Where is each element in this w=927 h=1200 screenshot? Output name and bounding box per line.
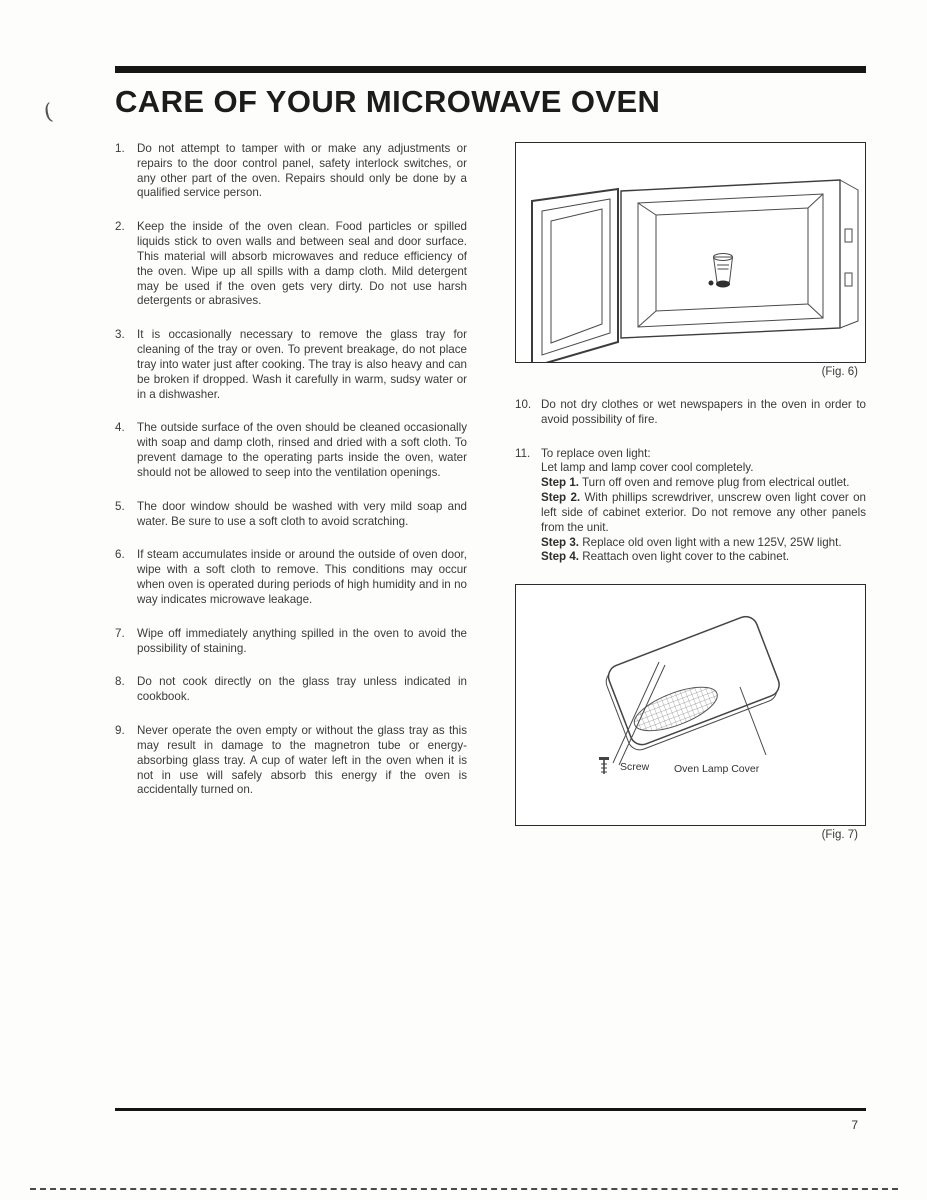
step-text: Reattach oven light cover to the cabinet. <box>582 550 790 564</box>
step-label: Step 3. <box>541 535 580 549</box>
item-number: 3. <box>115 328 125 342</box>
list-item <box>515 447 866 566</box>
item-number: 9. <box>115 724 125 738</box>
step-label: Step 1. <box>541 476 580 490</box>
item-number: 2. <box>115 220 125 234</box>
step-label: Step 2. <box>541 491 581 505</box>
item-text: Do not attempt to tamper with or make any adjustments or repairs to the door control panel, safety interlock switches, or any other part of the oven. Repairs should only be done by a qualified service person. <box>137 142 467 200</box>
page-title: CARE OF YOUR MICROWAVE OVEN <box>115 84 661 119</box>
list-item <box>115 724 467 798</box>
screw-label: Screw <box>620 761 650 774</box>
screw-icon <box>599 757 609 774</box>
step-line <box>541 476 866 491</box>
item-text <box>541 447 866 566</box>
left-column <box>115 142 467 841</box>
latch-slot-top <box>845 229 852 242</box>
figure-6-caption: (Fig. 6) <box>821 366 858 378</box>
step-text: With phillips screwdriver, unscrew oven light cover on left side of cabinet exterior. Do not remove any other panels from the unit. <box>541 491 866 534</box>
item-text: Do not dry clothes or wet newspapers in the oven in order to avoid possibility of fire. <box>541 398 866 426</box>
item-number: 7. <box>115 626 125 640</box>
list-item <box>115 220 467 309</box>
right-column <box>515 142 866 841</box>
item-text: Do not cook directly on the glass tray unless indicated in cookbook. <box>137 675 467 704</box>
list-item <box>115 548 467 607</box>
step-text: Replace old oven light with a new 125V, 25W light. <box>582 535 842 549</box>
item-number: 1. <box>115 142 125 155</box>
item-text: Wipe off immediately anything spilled in the oven to avoid the possibility of staining. <box>137 626 467 655</box>
bottom-rule <box>115 1108 866 1111</box>
oven-lamp-cover-label: Oven Lamp Cover <box>674 763 760 776</box>
list-item <box>115 142 467 201</box>
lamp-cover-shape <box>601 613 784 753</box>
figure-7 <box>515 584 866 841</box>
cavity-frame <box>638 194 823 327</box>
item-text: The outside surface of the oven should be cleaned occasionally with soap and damp cloth, rinsed and dried with a soft cloth. To prevent damage to the operating parts inside the oven, water should not be allowed to seep into the ventilation openings. <box>137 421 467 479</box>
figure-7-frame <box>515 584 866 826</box>
item-text: The door window should be washed with very mild soap and water. Be sure to use a soft cloth to avoid scratching. <box>137 499 467 528</box>
item-number: 8. <box>115 675 125 689</box>
list-item <box>115 500 467 530</box>
handwritten-mark: ( <box>41 99 55 126</box>
list-item <box>115 328 467 402</box>
list-item <box>115 627 467 657</box>
step-line <box>541 536 866 551</box>
item-number: 10. <box>515 398 532 411</box>
item11-line1: Let lamp and lamp cover cool completely. <box>541 461 754 475</box>
list-item <box>115 675 467 705</box>
cup-illustration <box>709 254 733 288</box>
figure-6 <box>515 142 866 378</box>
step-line <box>541 491 866 535</box>
item-number: 6. <box>115 548 125 562</box>
figure-6-frame <box>515 142 866 363</box>
list-item <box>515 398 866 428</box>
item-text: It is occasionally necessary to remove the glass tray for cleaning of the tray or oven. To prevent breakage, do not place tray into water just after cooking. The tray is also heavy and can be broken if dropped. Wash it carefully in warm, sudsy water or in a dishwasher. <box>137 328 467 401</box>
list-item <box>115 421 467 480</box>
page-content <box>115 66 866 841</box>
item-number: 11. <box>515 446 531 460</box>
top-rule <box>115 66 866 73</box>
item-number: 4. <box>115 421 125 435</box>
step-text: Turn off oven and remove plug from electrical outlet. <box>582 476 850 490</box>
fig6-microwave-illustration <box>516 143 865 362</box>
latch-slot-bottom <box>845 273 852 286</box>
figure-7-caption: (Fig. 7) <box>821 829 858 842</box>
step-line <box>541 550 866 565</box>
oven-right-panel <box>840 180 858 328</box>
item-text: Keep the inside of the oven clean. Food particles or spilled liquids stick to oven walls and between seal and door surface. This material will absorb microwaves and reduce efficiency of the oven. Wipe up all spills with a damp cloth. Mild detergent may be used if the oven gets very dirty. Do not use harsh detergents or abrasives. <box>137 220 467 308</box>
page-number: 7 <box>851 1118 858 1132</box>
fig7-lamp-cover-illustration <box>516 585 865 825</box>
two-column-layout <box>115 142 866 841</box>
scan-edge-line <box>30 1188 898 1190</box>
item11-intro: To replace oven light: <box>541 446 651 460</box>
item-number: 5. <box>115 499 125 513</box>
item-text: Never operate the oven empty or without the glass tray as this may result in damage to the magnetron tube or energy-absorbing glass tray. A cup of water left in the oven when it is not in use will safely absorb this energy if the oven is accidentally turned on. <box>137 724 467 797</box>
item-text: If steam accumulates inside or around the outside of oven door, wipe with a soft cloth to remove. This conditions may occur when oven is operated during periods of high humidity and in no way indicates microwave leakage. <box>137 548 467 606</box>
step-label: Step 4. <box>541 550 580 564</box>
